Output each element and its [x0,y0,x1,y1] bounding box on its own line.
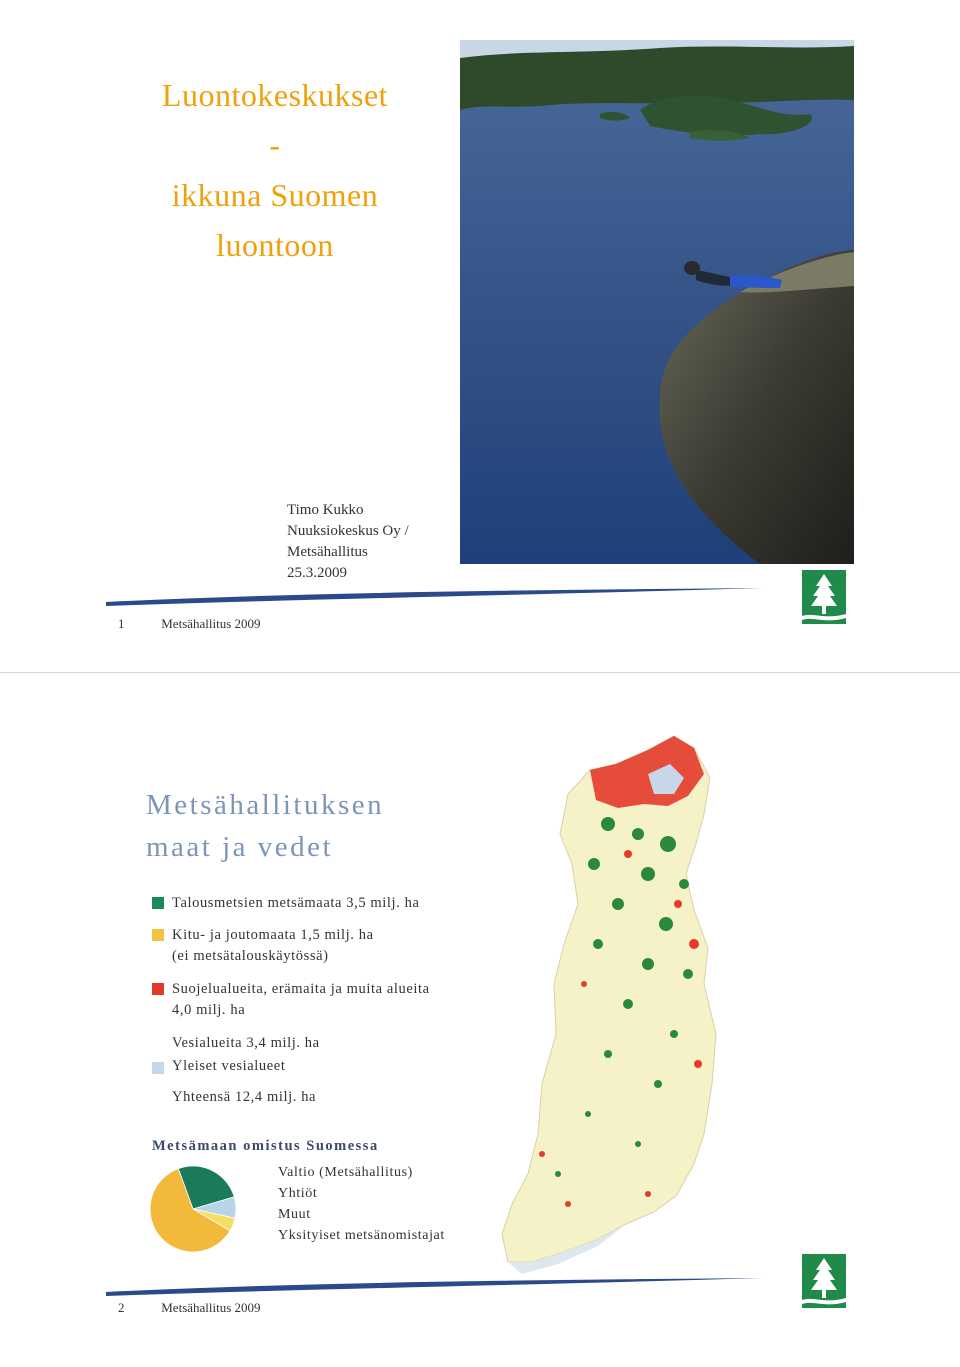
title-line: luontoon [216,227,334,263]
total-label: Yhteensä 12,4 milj. ha [172,1089,317,1105]
author-line: Metsähallitus [287,544,368,560]
legend-swatch [152,1062,164,1074]
title-line: - [269,127,281,163]
ownership-item: Yhtiöt [278,1186,318,1201]
legend-label: Yleiset vesialueet [172,1058,286,1074]
legend-label: Suojelualueita, erämaita ja muita alueita [172,981,430,997]
ownership-pie-chart [148,1164,238,1254]
legend-label: 4,0 milj. ha [172,1002,246,1018]
blue-swoosh-divider [106,1276,766,1298]
legend-label: Vesialueita 3,4 milj. ha [172,1035,320,1051]
legend-swatch [152,897,164,909]
metsahallitus-logo [802,570,846,624]
legend-label: Kitu- ja joutomaata 1,5 milj. ha [172,927,374,943]
ownership-list [278,1162,445,1246]
legend-swatch [152,983,164,995]
author-info [287,500,409,584]
ownership-title: Metsämaan omistus Suomessa [152,1138,379,1154]
ownership-item: Valtio (Metsähallitus) [278,1165,413,1180]
lake-cliff-photo [460,40,854,564]
finland-land-map [498,734,720,1294]
author-line: Nuuksiokeskus Oy / [287,523,409,539]
legend-label: (ei metsätalouskäytössä) [172,948,329,964]
title-line: Metsähallituksen [146,789,385,821]
ownership-item: Muut [278,1207,311,1222]
footer-text: Metsähallitus 2009 [161,1300,261,1315]
photo-illustration [460,40,854,564]
title-line: maat ja vedet [146,831,334,863]
slide-1-title [90,70,460,270]
legend-swatch [152,929,164,941]
slide-2-title [146,784,384,868]
slide-2 [0,684,960,1367]
legend-label: Talousmetsien metsämaata 3,5 milj. ha [172,895,420,911]
author-line: Timo Kukko [287,502,364,518]
page-number: 2 [118,1300,125,1315]
blue-swoosh-divider [106,586,766,608]
author-line: 25.3.2009 [287,565,347,581]
footer-text: Metsähallitus 2009 [161,616,261,631]
title-line: Luontokeskukset [161,77,389,113]
slide-1-footer [118,616,261,632]
slide-1 [0,0,960,672]
metsahallitus-logo [802,1254,846,1308]
ownership-item: Yksityiset metsänomistajat [278,1228,445,1243]
page-number: 1 [118,616,125,631]
title-line: ikkuna Suomen [171,177,379,213]
slide-2-footer [118,1300,261,1316]
